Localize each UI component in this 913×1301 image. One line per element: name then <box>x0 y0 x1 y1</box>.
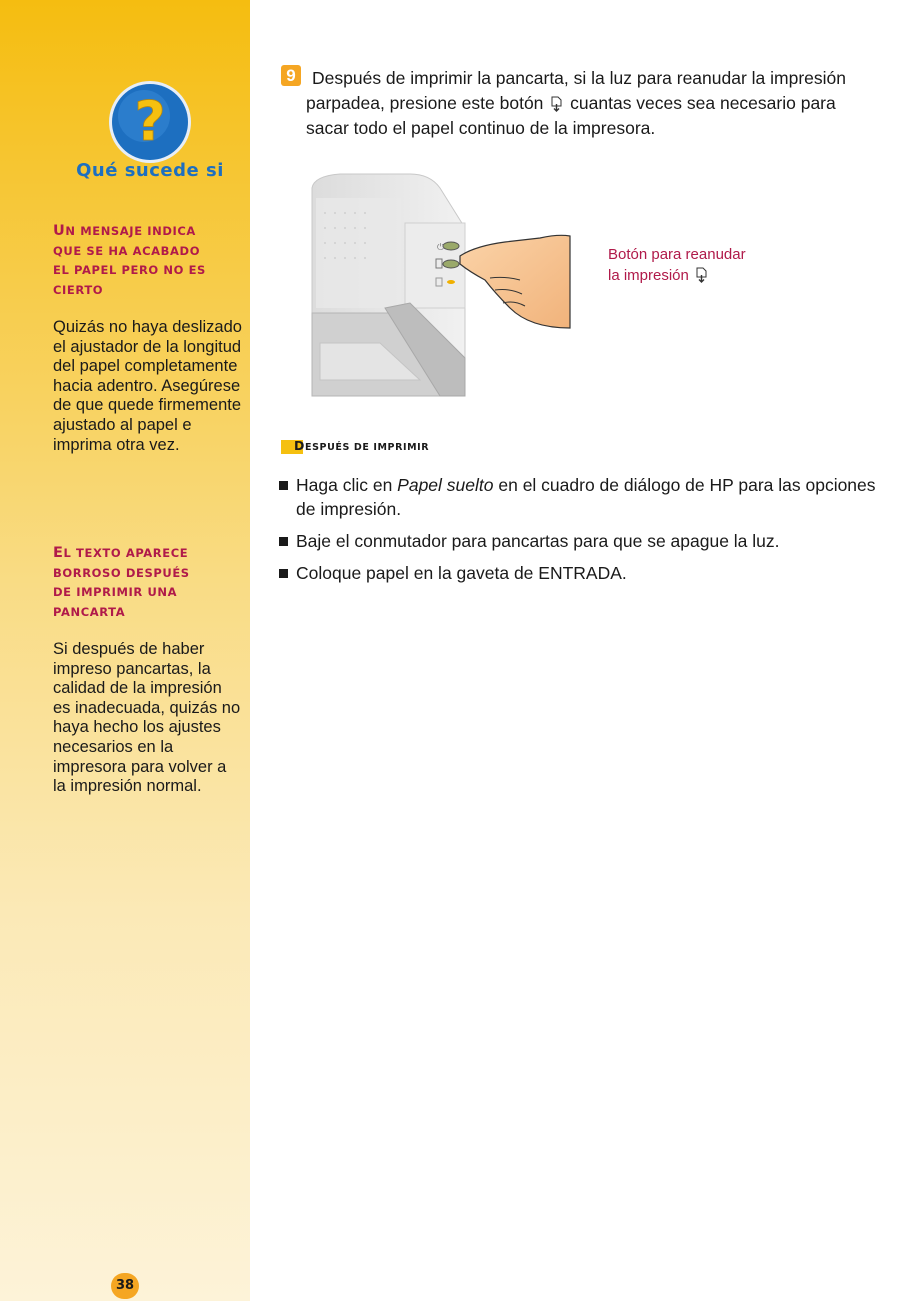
step-line-2a: parpadea, presione este botón <box>306 93 544 113</box>
resume-button-icon <box>696 267 707 283</box>
step-number-badge: 9 <box>281 65 301 86</box>
bullet-square-icon <box>279 569 288 578</box>
after-printing-list <box>279 473 899 593</box>
page-number: 38 <box>111 1273 139 1299</box>
step-line-1: Después de imprimir la pancarta, si la luz para reanudar la impresión <box>312 68 846 88</box>
sidebar <box>0 0 250 1301</box>
step-instructions <box>306 66 912 141</box>
step-line-2b: cuantas veces sea necesario para <box>570 93 836 113</box>
resume-button-callout <box>608 244 808 286</box>
svg-text:?: ? <box>134 90 166 153</box>
bullet-square-icon <box>279 481 288 490</box>
callout-line-1: Botón para reanudar <box>608 246 746 263</box>
topic-body-blurry-text: Si después de haber impreso pancartas, la calidad de la impresión es inadecuada, quizás no haya hecho los ajustes necesarios en la impresora para volver a la impresión normal. <box>53 640 241 796</box>
callout-line-2: la impresión <box>608 267 689 284</box>
list-item: Baje el conmutador para pancartas para que se apague la luz. <box>279 529 899 553</box>
step-line-3: sacar todo el papel continuo de la impresora. <box>306 118 656 138</box>
printer-illustration <box>300 168 600 398</box>
topic-body-paper-out: Quizás no haya deslizado el ajustador de la longitud del papel completamente hacia adentro. Asegúrese de que quede firmemente ajustado al papel e imprima otra vez. <box>53 318 242 454</box>
svg-text:⏻: ⏻ <box>437 243 445 253</box>
topic-heading-blurry-text: EL TEXTO APARECE BORROSO DESPUÉS DE IMPRIMIR UNA PANCARTA <box>53 545 190 619</box>
topic-heading-paper-out: UN MENSAJE INDICA QUE SE HA ACABADO EL PAPEL PERO NO ES CIERTO <box>53 223 206 297</box>
resume-button-icon <box>551 96 562 112</box>
section-heading: DESPUÉS DE IMPRIMIR <box>281 437 416 455</box>
badge-label: Qué sucede si <box>76 160 224 181</box>
list-item: Haga clic en Papel suelto en el cuadro de diálogo de HP para las opciones de impresión. <box>279 473 899 521</box>
list-item: Coloque papel en la gaveta de ENTRADA. <box>279 561 899 585</box>
bullet-square-icon <box>279 537 288 546</box>
question-mark-icon <box>108 80 192 164</box>
